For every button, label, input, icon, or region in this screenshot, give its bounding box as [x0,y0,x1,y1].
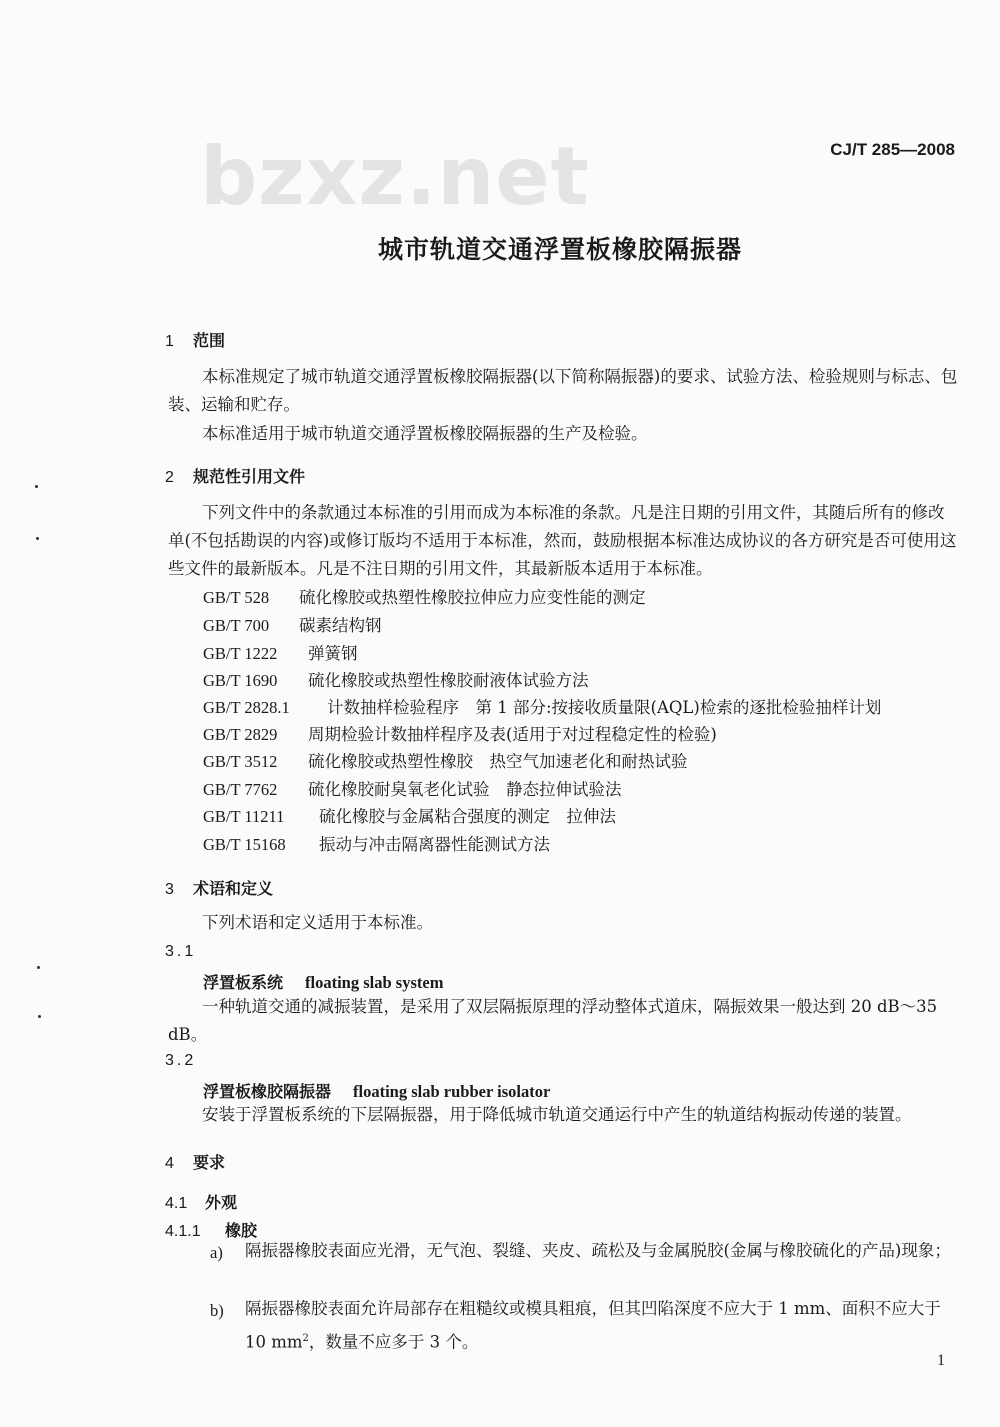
subsection-title: 外观 [205,1193,238,1212]
reference-code: GB/T 528 [203,588,270,607]
term-definition: 安装于浮置板系统的下层隔振器，用于降低城市轨道交通运行中产生的轨道结构振动传递的装置。 [202,1105,912,1124]
list-item-text: 隔振器橡胶表面应光滑，无气泡、裂缝、夹皮、疏松及与金属脱胶(金属与橡胶硫化的产品)现象； [245,1241,951,1260]
reference-code: GB/T 1690 [203,671,278,690]
reference-title: 周期检验计数抽样程序及表(适用于对过程稳定性的检验) [308,725,717,744]
reference-title: 振动与冲击隔离器性能测试方法 [319,835,550,854]
section-number: 1 [165,333,174,350]
reference-code: GB/T 7762 [203,780,278,799]
section-4-heading [165,1150,225,1173]
standard-code: CJ/T 285—2008 [830,140,955,159]
section-title: 规范性引用文件 [193,467,306,486]
subsection-number: 4.1.1 [165,1223,201,1240]
reference-code: GB/T 3512 [203,752,278,771]
list-item-label: b) [210,1301,224,1320]
reference-code: GB/T 15168 [203,835,286,854]
section-1-paragraph-1: 本标准规定了城市轨道交通浮置板橡胶隔振器(以下简称隔振器)的要求、试验方法、检验规则与标志、包装、运输和贮存。 [168,367,958,414]
section-3-paragraph: 下列术语和定义适用于本标准。 [202,913,433,932]
reference-title: 计数抽样检验程序 第 1 部分:按接收质量限(AQL)检索的逐批检验抽样计划 [327,698,882,717]
section-1-paragraph-2: 本标准适用于城市轨道交通浮置板橡胶隔振器的生产及检验。 [202,424,648,443]
superscript: 2 [302,1333,309,1344]
list-item-text-part: 隔振器橡胶表面允许局部存在粗糙纹或模具粗痕，但其凹陷深度不应大于 1 mm、面积不应大于 10 mm [245,1299,941,1352]
section-number: 2 [165,469,174,486]
reference-title: 硫化橡胶或热塑性橡胶耐液体试验方法 [308,671,589,690]
list-item-label: a) [210,1243,223,1262]
term-english: floating slab system [305,973,444,992]
term-english: floating slab rubber isolator [353,1082,551,1101]
reference-title: 硫化橡胶或热塑性橡胶拉伸应力应变性能的测定 [299,588,646,607]
section-number: 4 [165,1155,174,1172]
document-title: 城市轨道交通浮置板橡胶隔振器 [377,235,742,264]
reference-item [203,721,717,745]
reference-code: GB/T 2828.1 [203,698,290,717]
watermark: bzxz.net [200,130,590,223]
subsection-title: 橡胶 [225,1221,258,1240]
page-number: 1 [937,1352,945,1369]
reference-code: GB/T 11211 [203,807,285,826]
section-2-heading [165,464,305,487]
term-heading [203,970,443,993]
reference-code: GB/T 1222 [203,644,278,663]
term-number: 3.2 [165,1052,197,1069]
reference-item [203,748,688,772]
list-item-text [245,1294,960,1358]
reference-item [203,584,646,608]
scan-speck [36,537,39,540]
reference-title: 弹簧钢 [308,644,358,663]
section-number: 3 [165,881,174,898]
reference-title: 碳素结构钢 [299,616,382,635]
section-2-paragraph: 下列文件中的条款通过本标准的引用而成为本标准的条款。凡是注日期的引用文件，其随后所有的修改单(不包括勘误的内容)或修订版均不适用于本标准，然而，鼓励根据本标准达成协议的各方研究是否可使用这些文件的最新版本。凡是不注日期的引用文件，其最新版本适用于本标准。 [168,503,957,578]
term-definition: 一种轨道交通的减振装置，是采用了双层隔振原理的浮动整体式道床，隔振效果一般达到 20 dB～35 dB。 [168,997,938,1044]
term-heading [203,1079,550,1102]
scan-speck [37,966,40,969]
section-title: 范围 [193,331,226,350]
section-1-heading [165,328,225,351]
subsection-4-1-heading [165,1190,237,1213]
term-chinese: 浮置板系统 [203,973,284,992]
reference-item [203,694,881,718]
reference-code: GB/T 700 [203,616,270,635]
section-title: 要求 [193,1153,226,1172]
reference-item [203,640,358,664]
subsection-4-1-1-heading [165,1218,257,1241]
scan-speck [35,485,38,488]
subsection-number: 4.1 [165,1195,188,1212]
term-chinese: 浮置板橡胶隔振器 [203,1082,332,1101]
reference-title: 硫化橡胶或热塑性橡胶 热空气加速老化和耐热试验 [308,752,688,771]
section-title: 术语和定义 [193,879,274,898]
reference-title: 硫化橡胶与金属粘合强度的测定 拉伸法 [319,807,616,826]
section-3-heading [165,876,273,899]
term-number: 3.1 [165,943,197,960]
reference-title: 硫化橡胶耐臭氧老化试验 静态拉伸试验法 [308,780,622,799]
reference-item [203,667,589,691]
reference-item [203,831,550,855]
reference-item [203,803,616,827]
reference-item [203,612,382,636]
scan-speck [38,1015,41,1018]
list-item-text-part: ，数量不应多于 3 个。 [308,1332,479,1352]
reference-code: GB/T 2829 [203,725,278,744]
reference-item [203,776,622,800]
